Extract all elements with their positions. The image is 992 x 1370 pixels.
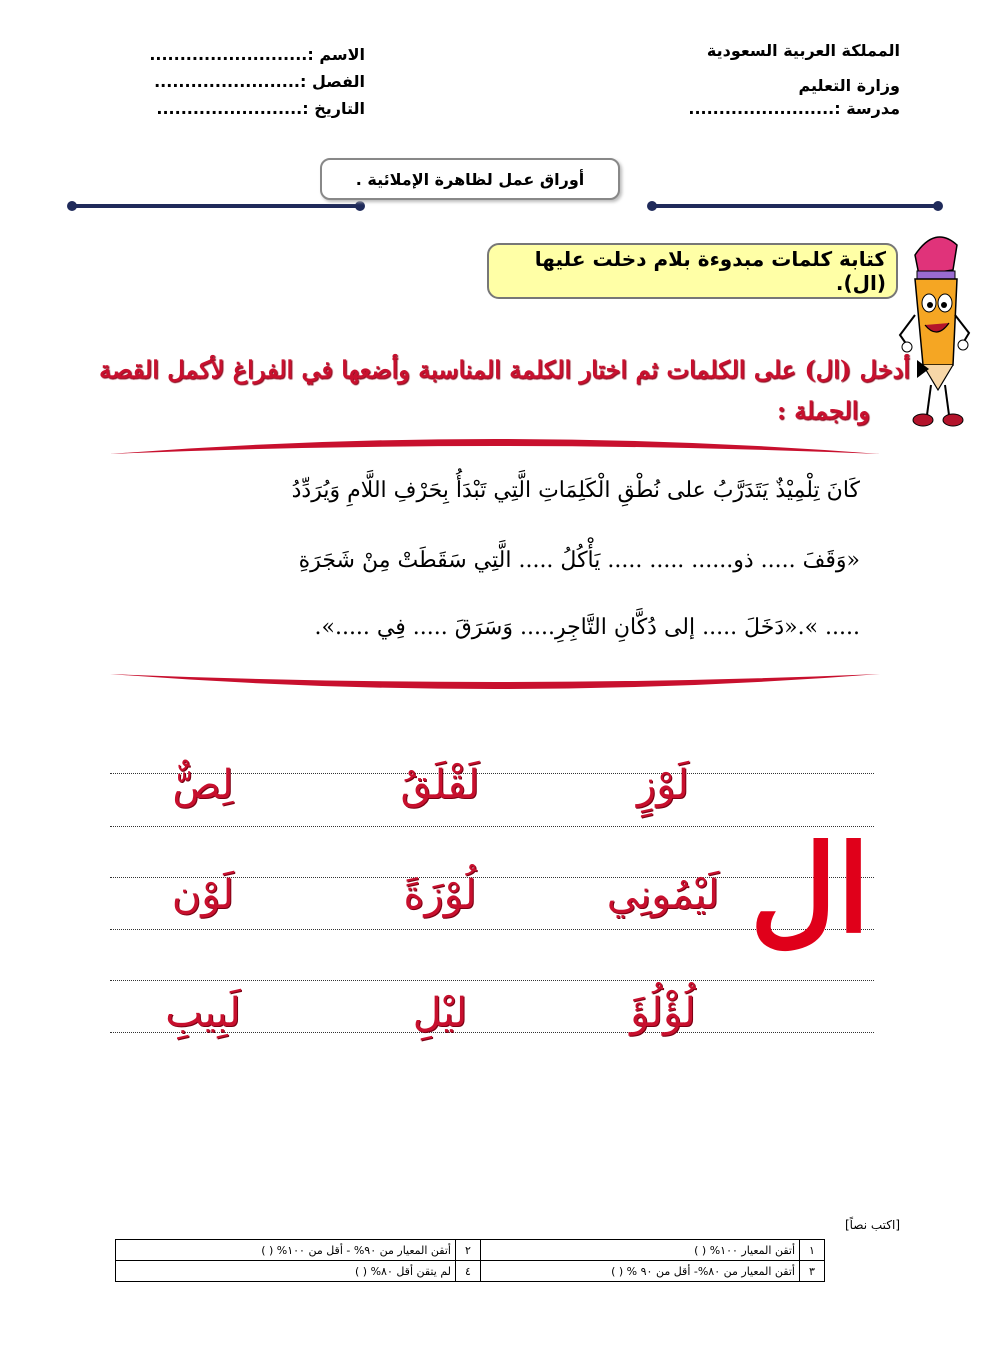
rubric-num: ٢: [456, 1240, 481, 1261]
top-swoosh-divider: [110, 432, 880, 460]
word-item: لِصٌّ: [172, 762, 234, 808]
pencil-mascot-icon: [895, 215, 975, 435]
header-name-field[interactable]: الاسم :..........................: [149, 45, 365, 64]
header-ministry: وزارة التعليم: [798, 76, 900, 95]
big-al-letters: ال: [749, 819, 871, 960]
header-school[interactable]: مدرسة :........................: [688, 99, 900, 118]
word-item: لُؤْلُؤَ: [630, 990, 696, 1036]
rubric-cell[interactable]: أتقن المعيار ١٠٠% ( ): [481, 1240, 800, 1261]
header-class-field[interactable]: الفصل :........................: [154, 72, 365, 91]
rubric-num: ١: [800, 1240, 825, 1261]
rubric-num: ٤: [456, 1261, 481, 1282]
story-line-2[interactable]: «وَقَفَ ..... ذو...... ..... ..... يَأْكُلُ ..... الَّتِي سَقَطَتْ مِنْ شَجَرَةِ: [298, 548, 860, 573]
rubric-table: [115, 1239, 825, 1282]
instruction-line-1: أدخل (ال) على الكلمات ثم اختار الكلمة المناسبة وأضعها في الفراغ لأكمل القصة: [99, 355, 910, 384]
rubric-cell[interactable]: أتقن المعيار من ٨٠%- أقل من ٩٠ % ( ): [481, 1261, 800, 1282]
rubric-caption: [اكتب نصاً]: [844, 1218, 900, 1232]
story-line-3[interactable]: ..... ».«دَخَلَ ..... إلى دُكَّانِ التَّاجِرِ..... وَسَرَقَ ..... فِي .....».: [314, 615, 860, 640]
rubric-num: ٣: [800, 1261, 825, 1282]
dotted-line: [110, 980, 874, 981]
word-item: لُوْزَةً: [403, 872, 477, 918]
instruction-line-2: والجملة :: [777, 396, 870, 425]
pointer-arrow-icon: [917, 360, 929, 378]
word-item: لَوْزٍ: [636, 762, 690, 808]
story-line-1: كَانَ تِلْمِيْذٌ يَتَدَرَّبُ على نُطْقِ الْكَلِمَاتِ الَّتِي تَبْدَأُ بِحَرْفِ اللَّامِ وَيُرَدِّدُ: [291, 478, 860, 503]
word-item: لَوْن: [171, 872, 235, 918]
table-row: [116, 1261, 825, 1282]
word-item: لَقْلَقُ: [400, 762, 480, 808]
word-item: ليْلِ: [412, 990, 468, 1036]
word-item: لَبِيبِ: [165, 990, 241, 1036]
rubric-cell[interactable]: لم يتقن أقل ٨٠% ( ): [116, 1261, 456, 1282]
word-item: لَيْمُونِي: [606, 872, 720, 918]
rubric-cell[interactable]: أتقن المعيار من ٩٠% - أقل من ١٠٠% ( ): [116, 1240, 456, 1261]
header-date-field[interactable]: التاريخ :........................: [156, 99, 365, 118]
bottom-swoosh-divider: [110, 670, 880, 698]
header-country: المملكة العربية السعودية: [706, 41, 900, 60]
table-row: [116, 1240, 825, 1261]
worksheet-title: أوراق عمل لظاهرة الإملائية .: [320, 158, 620, 200]
task-box: كتابة كلمات مبدوءة بلام دخلت عليها (ال).: [487, 243, 898, 299]
